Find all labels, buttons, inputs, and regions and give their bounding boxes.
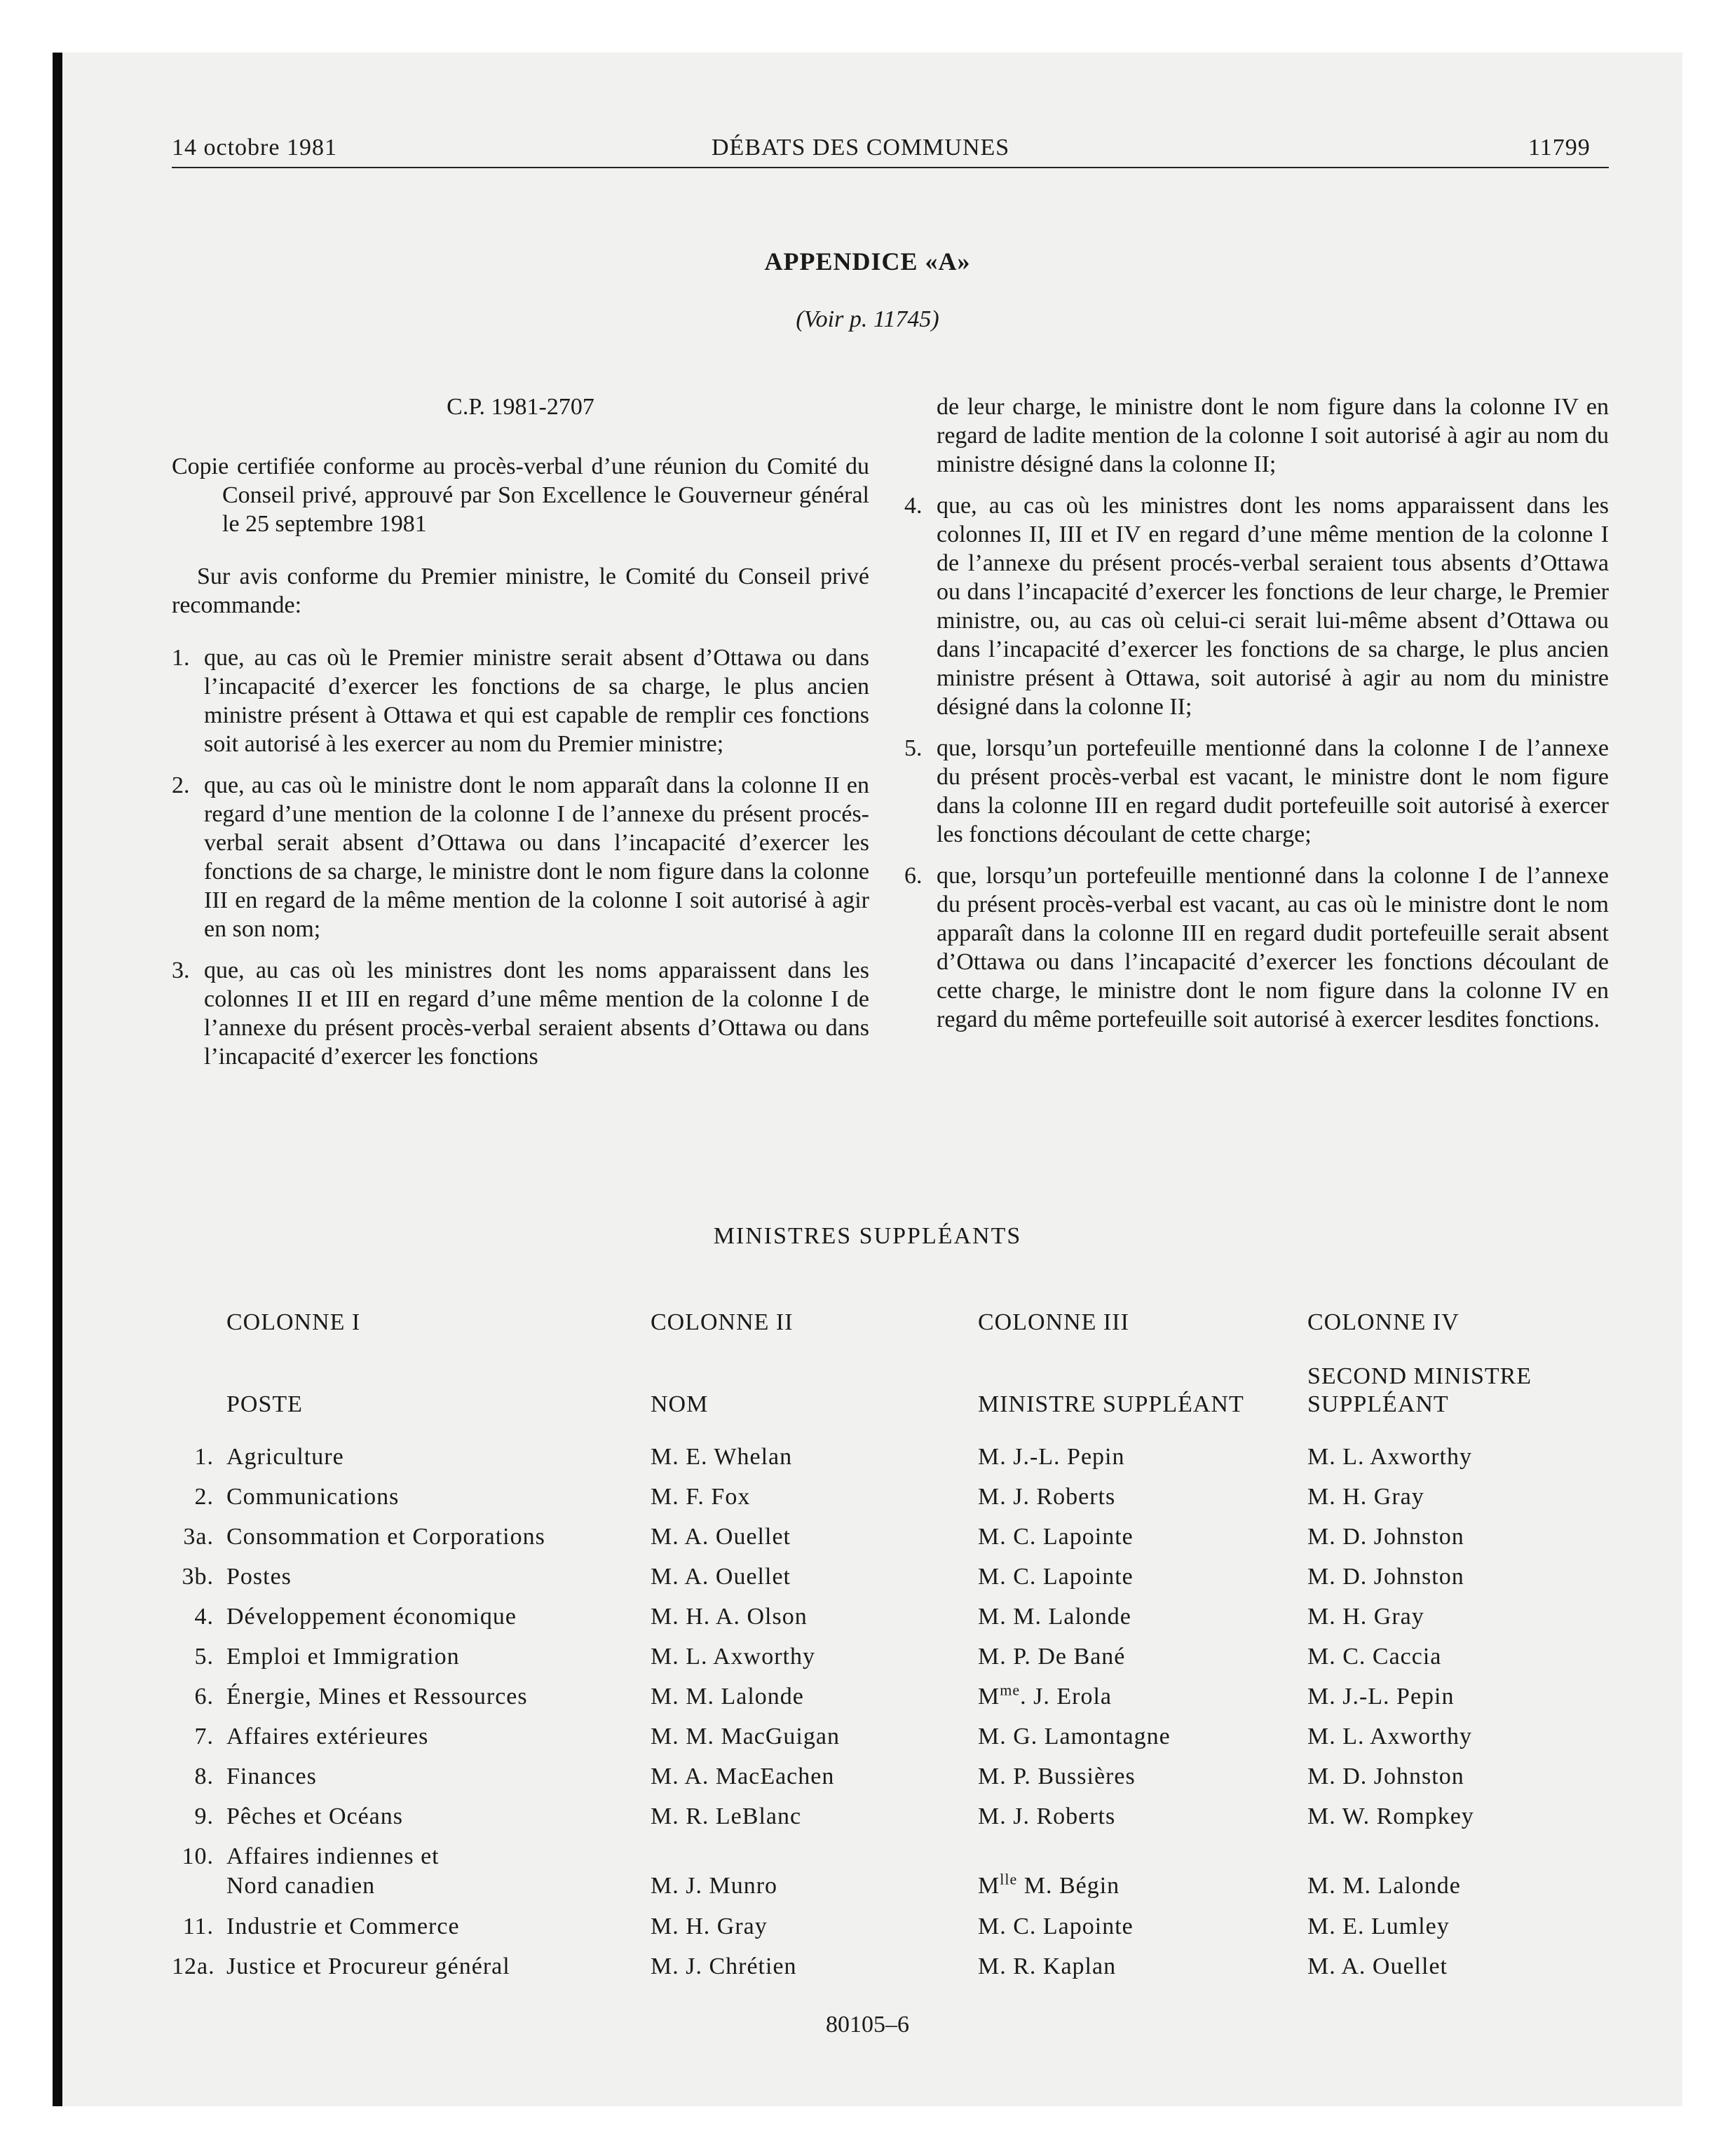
row-number: 11. (182, 1913, 214, 1939)
nom-cell: M. H. Gray (651, 1913, 768, 1939)
item-number: 3. (172, 957, 190, 983)
row-number: 3a. (183, 1524, 214, 1550)
poste-cell: Emploi et Immigration (226, 1644, 460, 1670)
second-cell: M. L. Axworthy (1307, 1444, 1472, 1470)
reference-text: Voir p. 11745 (803, 306, 932, 332)
item-text: que, lorsqu’un portefeuille mentionné dans la colonne I de l’annexe du présent procès-verbal est vacant, le ministre dont le nom figure dans la colonne III en regard dudit portefeuille soit autorisé à exercer les fonctions découlant de cette charge; (937, 735, 1609, 847)
nom-cell: M. J. Munro (651, 1873, 778, 1899)
poste-cell: Agriculture (226, 1444, 344, 1470)
second-cell: M. H. Gray (1307, 1604, 1424, 1630)
second-cell: M. C. Caccia (1307, 1644, 1442, 1670)
row-number: 4. (194, 1604, 214, 1630)
item-text: que, au cas où le Premier ministre serait absent d’Ottawa ou dans l’incapacité d’exercer les fonctions de sa charge, le plus ancien ministre présent à Ottawa et qui est capable de remplir ces fonctions soit autorisé à les exercer au nom du Premier ministre; (204, 645, 869, 757)
order-number: C.P. 1981-2707 (447, 394, 594, 420)
poste-cell: Développement économique (226, 1604, 517, 1630)
supp-name: . J. Erola (1020, 1684, 1112, 1710)
header-page-number: 11799 (1528, 135, 1591, 161)
nom-cell: M. M. Lalonde (651, 1684, 804, 1710)
column-heading: COLONNE I (226, 1309, 361, 1335)
continuation-paragraph: de leur charge, le ministre dont le nom figure dans la colonne IV en regard de ladite mention de la colonne I soit autorisé à agir au nom du ministre désigné dans la colonne II; (937, 394, 1609, 477)
appendix-title: APPENDICE «A» (764, 247, 971, 275)
second-cell: M. D. Johnston (1307, 1564, 1464, 1590)
supp-cell (978, 1681, 1112, 1710)
supp-cell: M. J. Roberts (978, 1803, 1116, 1829)
item-number: 6. (904, 863, 923, 889)
certification-paragraph: Copie certifiée conforme au procès-verbal d’une réunion du Comité du Conseil privé, approuvé par Son Excellence le Gouverneur général le 25 septembre 1981 (172, 453, 869, 537)
column-heading: COLONNE II (651, 1309, 794, 1335)
row-number: 8. (194, 1763, 214, 1789)
page-reference: (Voir p. 11745) (796, 306, 939, 332)
poste-cell: Pêches et Océans (226, 1803, 404, 1829)
second-cell: M. E. Lumley (1307, 1913, 1450, 1939)
column-subheading: SECOND MINISTRE (1307, 1363, 1532, 1389)
supp-name: M. Bégin (1017, 1873, 1120, 1899)
poste-cell: Consommation et Corporations (226, 1524, 545, 1550)
row-number: 6. (194, 1684, 214, 1710)
nom-cell: M. A. Ouellet (651, 1564, 791, 1590)
header-journal: DÉBATS DES COMMUNES (712, 135, 1010, 161)
row-number: 1. (194, 1444, 214, 1470)
item-number: 1. (172, 645, 190, 671)
column-subheading: SUPPLÉANT (1307, 1391, 1449, 1417)
second-cell: M. H. Gray (1307, 1484, 1424, 1510)
second-cell: M. J.-L. Pepin (1307, 1684, 1455, 1710)
column-subheading: MINISTRE SUPPLÉANT (978, 1391, 1244, 1417)
supp-superscript: lle (1000, 1870, 1018, 1888)
item-text: que, lorsqu’un portefeuille mentionné dans la colonne I de l’annexe du présent procès-verbal est vacant, au cas où le ministre dont le nom apparaît dans la colonne III en regard dudit portefeuille serait absent d’Ottawa ou dans l’incapacité d’exercer les fonctions découlant de cette charge, le ministre dont le nom figure dans la colonne IV en regard du même portefeuille soit autorisé à exercer lesdites fonctions. (937, 863, 1609, 1032)
second-cell: M. L. Axworthy (1307, 1724, 1472, 1749)
supp-cell: M. G. Lamontagne (978, 1724, 1171, 1749)
row-number: 10. (182, 1843, 214, 1869)
supp-cell (978, 1870, 1120, 1899)
item-text: que, au cas où les ministres dont les noms apparaissent dans les colonnes II et III en regard d’une même mention de la colonne I de l’annexe du présent procès-verbal seraient absents d’Ottawa ou dans l’incapacité d’exercer les fonctions (204, 957, 869, 1070)
item-text: que, au cas où les ministres dont les noms apparaissent dans les colonnes II, III et IV en regard d’une même mention de la colonne I de l’annexe du présent procés-verbal seraient tous absents d’Ottawa ou dans l’incapacité d’exercer les fonctions de leur charge, le Premier ministre, ou, au cas où celui-ci serait lui-même absent d’Ottawa ou dans l’incapacité d’exercer les fonctions de sa charge, le plus ancien ministre présent à Ottawa, soit autorisé à agir au nom du ministre désigné dans la colonne II; (937, 493, 1609, 720)
second-cell: M. M. Lalonde (1307, 1873, 1461, 1899)
nom-cell: M. A. Ouellet (651, 1524, 791, 1550)
supp-cell: M. M. Lalonde (978, 1604, 1131, 1630)
item-number: 5. (904, 735, 923, 761)
column-heading: COLONNE IV (1307, 1309, 1460, 1335)
poste-cell: Affaires indiennes et (226, 1843, 440, 1869)
poste-cell-continued: Nord canadien (226, 1873, 376, 1899)
row-number: 5. (194, 1644, 214, 1670)
row-number: 7. (194, 1724, 214, 1749)
poste-cell: Affaires extérieures (226, 1724, 429, 1749)
poste-cell: Industrie et Commerce (226, 1913, 460, 1939)
nom-cell: M. R. LeBlanc (651, 1803, 802, 1829)
recommendation-paragraph: Sur avis conforme du Premier ministre, le Comité du Conseil privé recommande: (172, 564, 869, 618)
supp-cell: M. C. Lapointe (978, 1564, 1134, 1590)
poste-cell: Justice et Procureur général (226, 1953, 510, 1979)
supp-cell: M. J. Roberts (978, 1484, 1116, 1510)
poste-cell: Finances (226, 1763, 317, 1789)
supp-cell: M. C. Lapointe (978, 1913, 1134, 1939)
poste-cell: Postes (226, 1564, 292, 1590)
nom-cell: M. F. Fox (651, 1484, 751, 1510)
nom-cell: M. E. Whelan (651, 1444, 793, 1470)
supp-superscript: me (1000, 1681, 1021, 1699)
column-heading: COLONNE III (978, 1309, 1129, 1335)
item-number: 4. (904, 493, 923, 519)
nom-cell: M. J. Chrétien (651, 1953, 797, 1979)
second-cell: M. D. Johnston (1307, 1524, 1464, 1550)
supp-cell: M. R. Kaplan (978, 1953, 1117, 1979)
row-number: 3b. (182, 1564, 214, 1590)
second-cell: M. A. Ouellet (1307, 1953, 1448, 1979)
printer-code: 80105–6 (826, 2012, 909, 2038)
nom-cell: M. L. Axworthy (651, 1644, 815, 1670)
column-subheading: NOM (651, 1391, 709, 1417)
supp-prefix: M (978, 1873, 1000, 1899)
supp-cell: M. C. Lapointe (978, 1524, 1134, 1550)
item-number: 2. (172, 772, 190, 798)
table-title: MINISTRES SUPPLÉANTS (713, 1223, 1022, 1249)
nom-cell: M. H. A. Olson (651, 1604, 808, 1630)
supp-cell: M. P. De Bané (978, 1644, 1126, 1670)
supp-cell: M. P. Bussières (978, 1763, 1136, 1789)
row-number: 12a. (172, 1953, 215, 1979)
nom-cell: M. M. MacGuigan (651, 1724, 840, 1749)
column-subheading: POSTE (226, 1391, 303, 1417)
header-date: 14 octobre 1981 (172, 135, 337, 161)
item-text: que, au cas où le ministre dont le nom apparaît dans la colonne II en regard d’une mention de la colonne I de l’annexe du présent procés-verbal serait absent d’Ottawa ou dans l’incapacité d’exercer les fonctions de sa charge, le ministre dont le nom figure dans la colonne III en regard de la même mention de la colonne I soit autorisé à agir en son nom; (204, 772, 869, 942)
row-number: 2. (194, 1484, 214, 1510)
second-cell: M. W. Rompkey (1307, 1803, 1474, 1829)
poste-cell: Communications (226, 1484, 400, 1510)
nom-cell: M. A. MacEachen (651, 1763, 835, 1789)
supp-cell: M. J.-L. Pepin (978, 1444, 1125, 1470)
supp-prefix: M (978, 1684, 1000, 1710)
row-number: 9. (194, 1803, 214, 1829)
second-cell: M. D. Johnston (1307, 1763, 1464, 1789)
poste-cell: Énergie, Mines et Ressources (226, 1684, 528, 1710)
